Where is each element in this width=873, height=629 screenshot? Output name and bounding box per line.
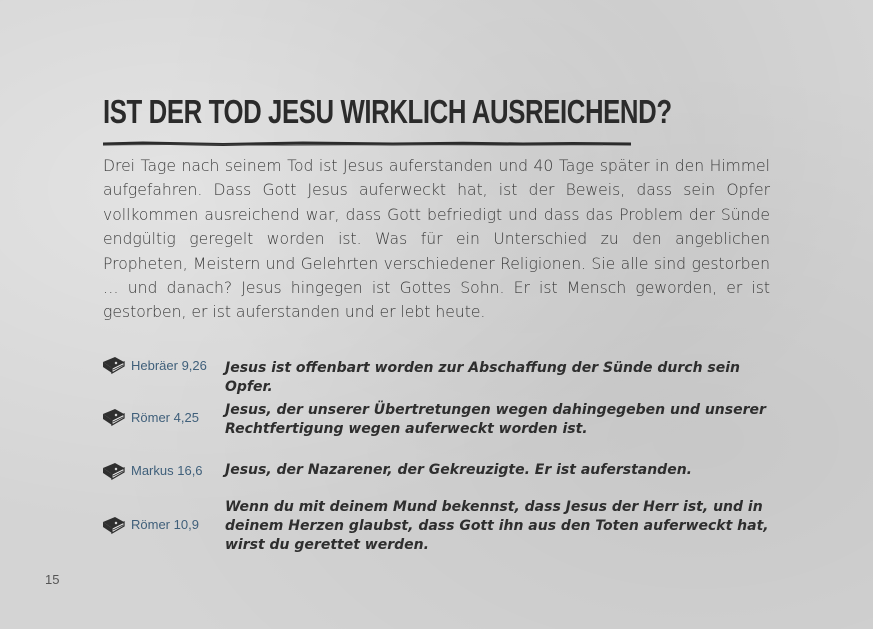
page-number: 15 (45, 572, 60, 587)
verse-text: Wenn du mit deinem Mund bekennst, dass Jesus der Herr ist, und in deinem Herzen glaubst, dass Gott ihn aus den Toten auferweckt hat, wirst du gerettet werden. (225, 499, 769, 553)
verse-reference: Markus 16,6 (131, 463, 203, 478)
title-underline (103, 138, 631, 150)
bible-book-icon (100, 460, 126, 482)
verse-text: Jesus, der unserer Übertretungen wegen dahingegeben und unserer Rechtfertigung wegen auferweckt worden ist. (225, 402, 766, 437)
bible-book-icon (100, 514, 126, 536)
page-title: IST DER TOD JESU WIRKLICH AUSREICHEND? (103, 93, 672, 130)
body-paragraph: Drei Tage nach seinem Tod ist Jesus auferstanden und 40 Tage später in den Himmel aufgefahren. Dass Gott Jesus auferweckt hat, ist der Beweis, dass sein Opfer vollkommen ausreichend war, dass Gott befriedigt und dass das Problem der Sünde endgültig geregelt worden ist. Was für ein Unterschied zu den angeblichen Propheten, Meistern und Gelehrten verschiedener Religionen. Sie alle sind gestorben … und danach? Jesus hingegen ist Gottes Sohn. Er ist Mensch geworden, er ist gestorben, er ist auferstanden und er lebt heute. (103, 157, 770, 322)
verse-text: Jesus ist offenbart worden zur Abschaffung der Sünde durch sein Opfer. (225, 360, 741, 395)
verse-text: Jesus, der Nazarener, der Gekreuzigte. Er ist auferstanden. (225, 462, 692, 478)
bible-book-icon (100, 406, 126, 428)
verse-reference: Römer 4,25 (131, 410, 199, 425)
bible-book-icon (100, 354, 126, 376)
verse-reference: Römer 10,9 (131, 517, 199, 532)
verse-reference: Hebräer 9,26 (131, 358, 207, 373)
